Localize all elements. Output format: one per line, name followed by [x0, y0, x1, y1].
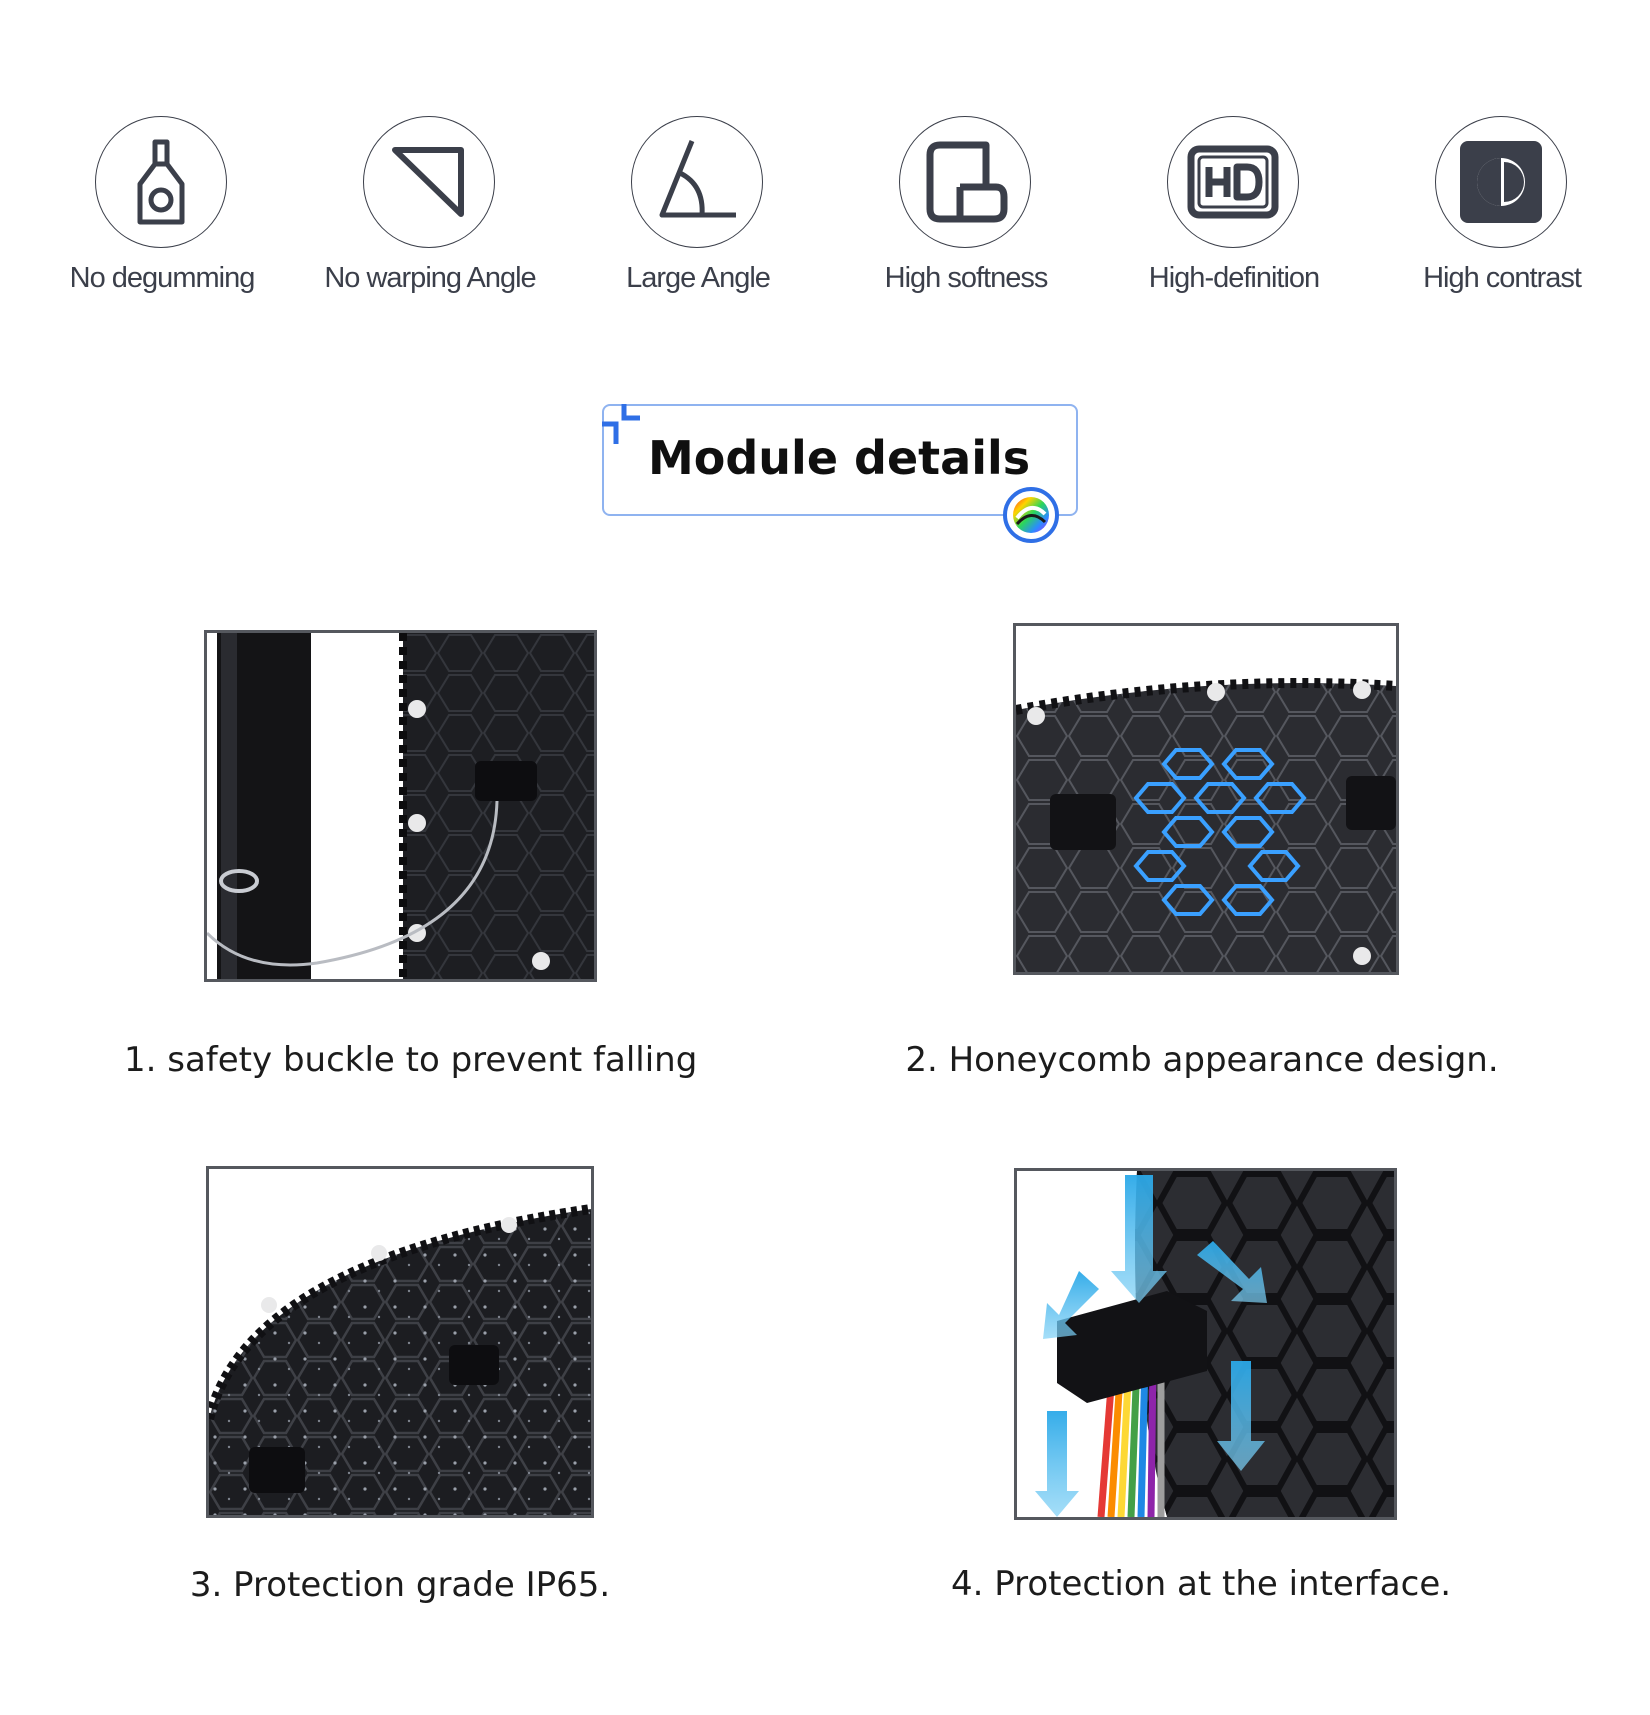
- feature-no-degumming: [42, 116, 282, 306]
- feature-label: Large Angle: [626, 262, 770, 294]
- section-title: Module details: [648, 431, 1031, 485]
- hd-icon: [1167, 116, 1299, 248]
- feature-no-warping-angle: [310, 116, 550, 306]
- contrast-icon: [1435, 116, 1567, 248]
- feature-large-angle: [578, 116, 818, 306]
- detail-caption: 2. Honeycomb appearance design.: [905, 1040, 1499, 1080]
- detail-caption: 3. Protection grade IP65.: [189, 1565, 611, 1605]
- feature-label: High-definition: [1148, 262, 1320, 294]
- detail-photo-ip65: [206, 1166, 594, 1518]
- softness-icon: [899, 116, 1031, 248]
- feature-high-definition: [1114, 116, 1354, 306]
- feature-label: No degumming: [69, 262, 255, 294]
- feature-high-softness: [846, 116, 1086, 306]
- feature-label: High contrast: [1423, 262, 1581, 294]
- feature-label: High softness: [884, 262, 1048, 294]
- corner-mark-icon: [596, 398, 650, 452]
- detail-photo-interface: [1014, 1168, 1397, 1520]
- feature-high-contrast: [1382, 116, 1622, 306]
- large-angle-icon: [631, 116, 763, 248]
- features-row: [0, 0, 1650, 320]
- glue-bottle-icon: [95, 116, 227, 248]
- detail-caption: 4. Protection at the interface.: [950, 1564, 1452, 1604]
- warping-angle-icon: [363, 116, 495, 248]
- rainbow-logo-icon: [1002, 486, 1060, 544]
- detail-photo-safety-buckle: [204, 630, 597, 982]
- feature-label: No warping Angle: [324, 262, 536, 294]
- detail-caption: 1. safety buckle to prevent falling: [124, 1040, 698, 1080]
- detail-photo-honeycomb: [1013, 623, 1399, 975]
